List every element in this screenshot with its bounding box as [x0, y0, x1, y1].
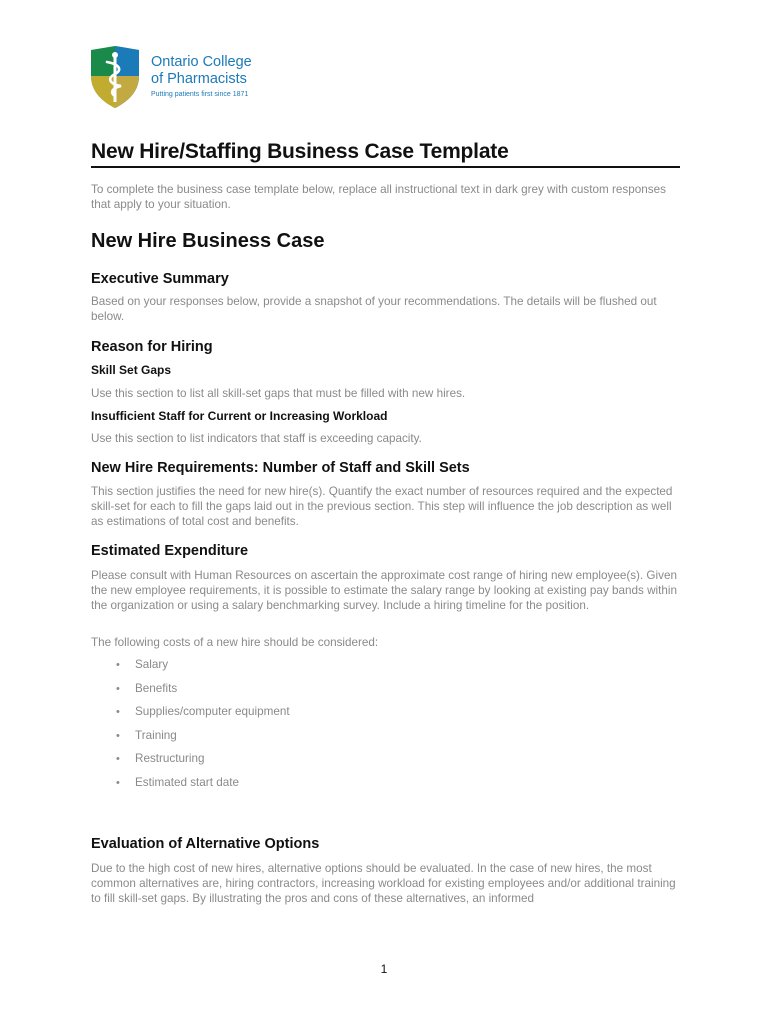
- list-item: [91, 750, 591, 774]
- list-item: [91, 774, 591, 798]
- logo-name-line-1: Ontario College: [151, 54, 252, 70]
- document-title: New Hire/Staffing Business Case Template: [91, 140, 509, 163]
- shield-caduceus-icon: [89, 46, 141, 108]
- estimated-expenditure-heading: Estimated Expenditure: [91, 543, 249, 559]
- skill-set-gaps-text: Use this section to list all skill-set gaps that must be filled with new hires.: [91, 387, 466, 400]
- skill-set-gaps-heading: Skill Set Gaps: [91, 363, 172, 377]
- list-item: [91, 680, 591, 704]
- bullet-icon: •: [116, 753, 120, 766]
- alternatives-text: Due to the high cost of new hires, alternative options should be evaluated. In the case of new hires, the most common alternatives are, hiring contractors, increasing workload for existing employees and/or additional training to fill skill-set gaps. By illustrating the pros and cons of these alternatives, an informed: [91, 862, 676, 905]
- requirements-text: This section justifies the need for new hire(s). Quantify the exact number of resources required and the expected skill-set for each to fill the gaps laid out in the previous section. This step will influence the job description as well as estimations of total cost and benefits.: [91, 485, 673, 528]
- requirements-heading: New Hire Requirements: Number of Staff and Skill Sets: [91, 460, 470, 476]
- list-item-label: Restructuring: [135, 752, 205, 766]
- reason-for-hiring-heading: Reason for Hiring: [91, 339, 213, 355]
- costs-list: [91, 656, 591, 798]
- insufficient-staff-text: Use this section to list indicators that staff is exceeding capacity.: [91, 432, 422, 445]
- logo-organization-name: [151, 54, 252, 88]
- costs-intro-text: The following costs of a new hire should be considered:: [91, 636, 379, 649]
- ocp-logo: [89, 46, 279, 110]
- bullet-icon: •: [116, 729, 120, 742]
- executive-summary-heading: Executive Summary: [91, 271, 229, 287]
- list-item-label: Salary: [135, 658, 169, 671]
- bullet-icon: •: [116, 706, 120, 719]
- bullet-icon: •: [116, 682, 120, 695]
- executive-summary-text: Based on your responses below, provide a snapshot of your recommendations. The details will be flushed out below.: [91, 295, 657, 323]
- list-item: [91, 703, 591, 727]
- list-item-label: Supplies/computer equipment: [135, 705, 290, 719]
- bullet-icon: •: [116, 776, 120, 789]
- list-item: [91, 656, 591, 680]
- instructions-text: To complete the business case template below, replace all instructional text in dark grey with custom responses that apply to your situation.: [91, 183, 666, 211]
- section-title: New Hire Business Case: [91, 230, 325, 252]
- list-item-label: Benefits: [135, 681, 178, 695]
- alternatives-heading: Evaluation of Alternative Options: [91, 836, 320, 852]
- logo-tagline: Putting patients first since 1871: [151, 91, 249, 98]
- estimated-expenditure-text: Please consult with Human Resources on ascertain the approximate cost range of hiring new employee(s). Given the new employee requirements, it is possible to estimate the salary range by looking at existing pay bands within the organization or using a salary benchmarking survey. Include a hiring timeline for the position.: [91, 569, 677, 612]
- page-number: 1: [380, 962, 388, 976]
- list-item-label: Estimated start date: [135, 775, 239, 789]
- list-item: [91, 727, 591, 751]
- insufficient-staff-heading: Insufficient Staff for Current or Increasing Workload: [91, 409, 388, 423]
- logo-name-line-2: of Pharmacists: [151, 71, 247, 87]
- list-item-label: Training: [135, 728, 177, 742]
- title-divider: [91, 166, 680, 168]
- bullet-icon: •: [116, 659, 120, 671]
